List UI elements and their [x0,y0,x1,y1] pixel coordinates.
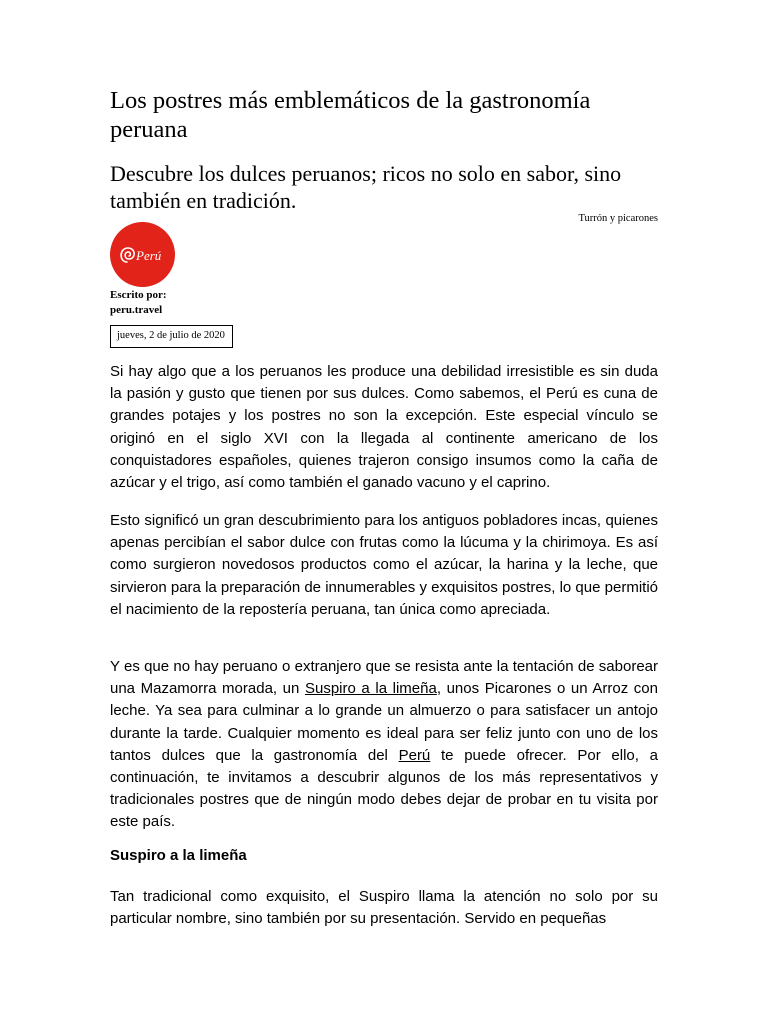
author-block [110,288,167,318]
paragraph-3 [110,656,658,834]
paragraph-3-part-1: Y es que no hay peruano o extranjero que se resista ante la tentación de saborear una Mazamorra morada, un [110,658,658,698]
paragraph-4: Tan tradicional como exquisito, el Suspiro llama la atención no solo por su particular nombre, sino también por su presentación. Servido en pequeñas [110,888,658,928]
paragraph-3-part-2: , unos Picarones o un Arroz con leche. Ya sea para culminar a lo grande un almuerzo o para satisfacer un antojo durante la tarde. Cualquier momento es ideal para ser feliz junto con uno de los tantos dulces que la gastronomía del [110,680,658,764]
author-name: peru.travel [110,304,163,316]
section-heading: Suspiro a la limeña [110,847,247,864]
peru-link[interactable]: Perú [398,746,431,764]
logo-text: Perú [135,247,161,263]
image-caption: Turrón y picarones [578,213,658,224]
publish-date: jueves, 2 de julio de 2020 [110,325,233,348]
author-label: Escrito por: [110,289,167,301]
article-title: Los postres más emblemáticos de la gastronomía peruana [110,87,591,143]
peru-brand-logo [110,222,175,287]
suspiro-link[interactable]: Suspiro a la limeña [304,680,437,698]
article-subtitle: Descubre los dulces peruanos; ricos no solo en sabor, sino también en tradición. [110,161,622,213]
paragraph-2: Esto significó un gran descubrimiento para los antiguos pobladores incas, quienes apenas percibían el sabor dulce con frutas como la lúcuma y la chirimoya. Es así como surgieron novedosos productos como el azúcar, la harina y la leche, que sirvieron para la preparación de innumerables y exquisitos postres, lo que permitió el nacimiento de la repostería peruana, tan única como apreciada. [110,512,658,618]
paragraph-1: Si hay algo que a los peruanos les produce una debilidad irresistible es sin duda la pasión y gusto que tienen por sus dulces. Como sabemos, el Perú es cuna de grandes potajes y los postres no son la excepción. Este especial vínculo se originó en el siglo XVI con la llegada al continente americano de los conquistadores españoles, quienes trajeron consigo insumos como la caña de azúcar y el trigo, así como también el ganado vacuno y el caprino. [110,363,658,492]
paragraph-3-part-3: te puede ofrecer. Por ello, a continuación, te invitamos a descubrir algunos de los más representativos y tradicionales postres que de ningún modo debes dejar de probar en tu visita por este país. [110,746,658,831]
peru-logo-icon [117,240,169,270]
